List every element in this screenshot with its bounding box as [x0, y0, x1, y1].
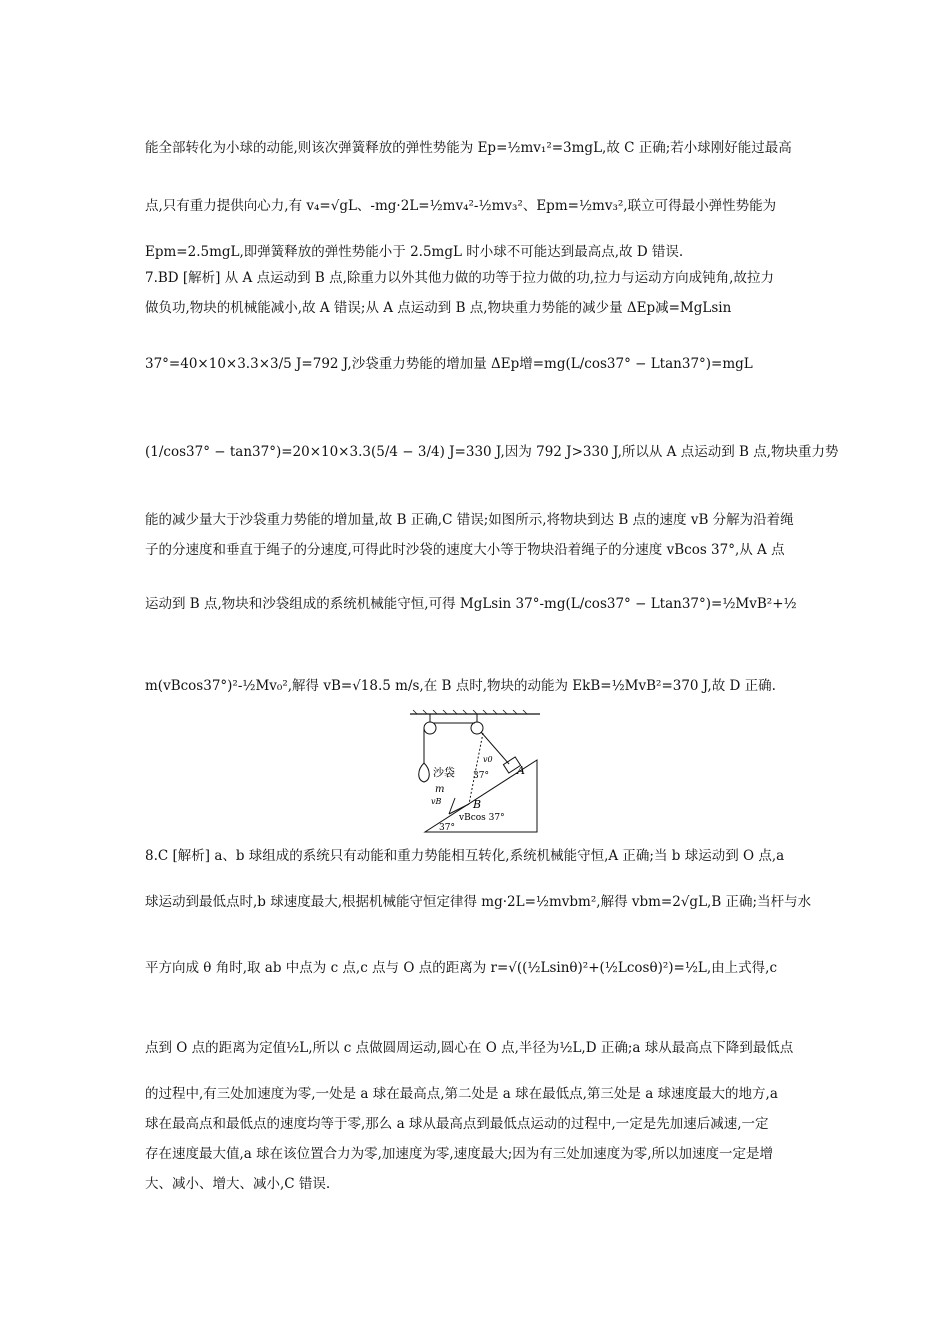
line-13: 球运动到最低点时,b 球速度最大,根据机械能守恒定律得 mg·2L=½mvbm²,解得 vbm=2√gL,B 正确;当杆与水	[145, 894, 812, 910]
line-6: 37°=40×10×3.3×3/5 J=792 J,沙袋重力势能的增加量 ΔEp增=mg(L/cos37° − Ltan37°)=mgL	[145, 356, 753, 372]
line-8: 能的减少量大于沙袋重力势能的增加量,故 B 正确,C 错误;如图所示,将物块到达 B 点的速度 vB 分解为沿着绳	[145, 512, 794, 528]
label-B: B	[473, 798, 482, 811]
line-5: 做负功,物块的机械能减小,故 A 错误;从 A 点运动到 B 点,物块重力势能的减少量 ΔEp减=MgLsin	[145, 300, 732, 316]
label-angle-top: 37°	[473, 771, 489, 781]
line-19: 大、减小、增大、减小,C 错误.	[145, 1176, 331, 1192]
line-15: 点到 O 点的距离为定值½L,所以 c 点做圆周运动,圆心在 O 点,半径为½L,D 正确;a 球从最高点下降到最低点	[145, 1040, 794, 1056]
physics-diagram	[405, 708, 545, 840]
line-3: Epm=2.5mgL,即弹簧释放的弹性势能小于 2.5mgL 时小球不可能达到最高点,故 D 错误.	[145, 244, 684, 260]
line-4: 7.BD [解析] 从 A 点运动到 B 点,除重力以外其他力做的功等于拉力做的功,拉力与运动方向成钝角,故拉力	[145, 270, 774, 286]
line-18: 存在速度最大值,a 球在该位置合力为零,加速度为零,速度最大;因为有三处加速度为零,所以加速度一定是增	[145, 1146, 774, 1162]
line-7: (1/cos37° − tan37°)=20×10×3.3(5/4 − 3/4) J=330 J,因为 792 J>330 J,所以从 A 点运动到 B 点,物块重力势	[145, 444, 839, 460]
line-1: 能全部转化为小球的动能,则该次弹簧释放的弹性势能为 Ep=½mv₁²=3mgL,故 C 正确;若小球刚好能过最高	[145, 140, 792, 156]
line-17: 球在最高点和最低点的速度均等于零,那么 a 球从最高点到最低点运动的过程中,一定是先加速后减速,一定	[145, 1116, 769, 1132]
pulley-left	[424, 722, 436, 734]
label-v0: v0	[483, 755, 493, 764]
line-2: 点,只有重力提供向心力,有 v₄=√gL、-mg·2L=½mv₄²-½mv₃²、Epm=½mv₃²,联立可得最小弹性势能为	[145, 198, 777, 214]
label-vBcos: vBcos 37°	[459, 813, 505, 823]
label-vB: vB	[431, 797, 442, 806]
sandbag-shape	[419, 763, 430, 782]
line-10: 运动到 B 点,物块和沙袋组成的系统机械能守恒,可得 MgLsin 37°-mg(L/cos37° − Ltan37°)=½MvB²+½	[145, 596, 797, 612]
line-14: 平方向成 θ 角时,取 ab 中点为 c 点,c 点与 O 点的距离为 r=√((½Lsinθ)²+(½Lcosθ)²)=½L,由上式得,c	[145, 960, 778, 976]
label-angle-base: 37°	[439, 823, 455, 833]
label-A: A	[517, 764, 525, 777]
line-12: 8.C [解析] a、b 球组成的系统只有动能和重力势能相互转化,系统机械能守恒,A 正确;当 b 球运动到 O 点,a	[145, 848, 785, 864]
label-m: m	[435, 784, 445, 795]
line-11: m(vBcos37°)²-½Mv₀²,解得 vB=√18.5 m/s,在 B 点时,物块的动能为 EkB=½MvB²=370 J,故 D 正确.	[145, 678, 776, 694]
line-9: 子的分速度和垂直于绳子的分速度,可得此时沙袋的速度大小等于物块沿着绳子的分速度 vBcos 37°,从 A 点	[145, 542, 785, 558]
sandbag-label: 沙袋	[433, 766, 455, 779]
line-16: 的过程中,有三处加速度为零,一处是 a 球在最高点,第二处是 a 球在最低点,第三处是 a 球速度最大的地方,a	[145, 1086, 778, 1102]
